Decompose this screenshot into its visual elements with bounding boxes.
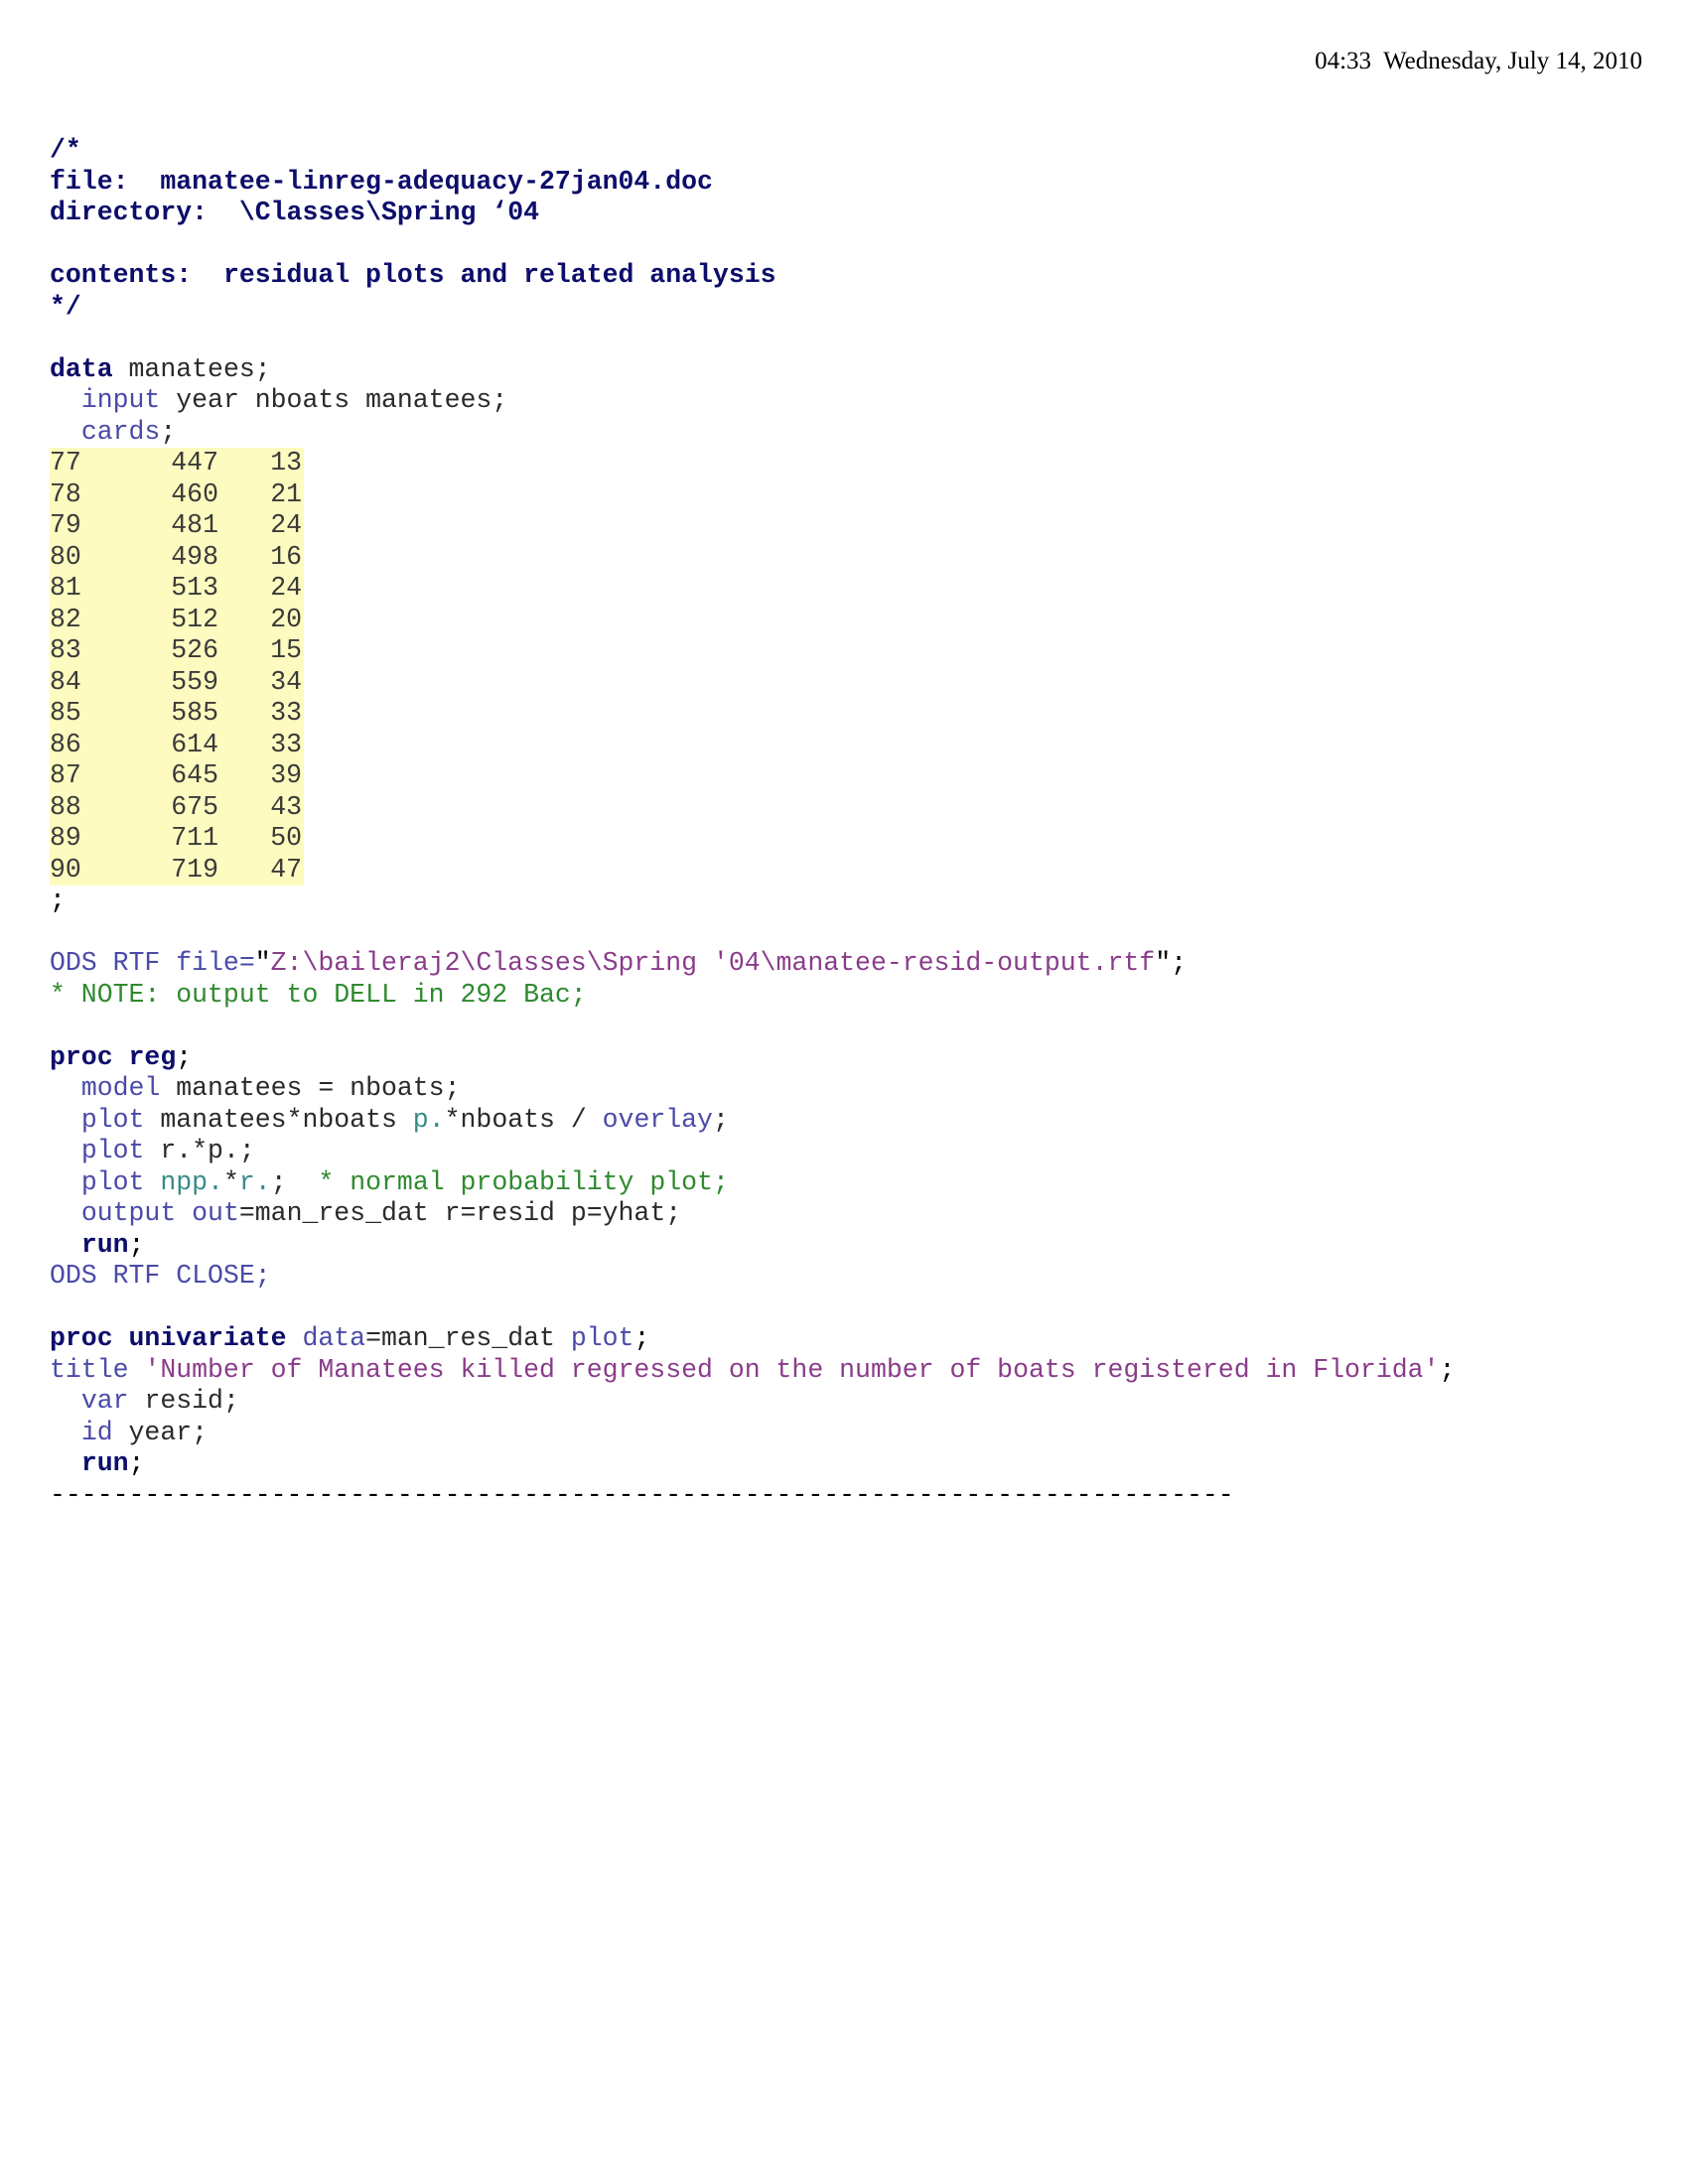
open-quote: " (254, 948, 271, 978)
year-value: 84 (50, 666, 81, 697)
manatees-value: 15 (270, 635, 302, 665)
blank-line (50, 1011, 1638, 1042)
kw-output: output (80, 1198, 177, 1228)
kw-proc-univariate: proc univariate (50, 1323, 287, 1353)
separator-line: --------------------------------------------------------------------------- (50, 1479, 1234, 1510)
year-value: 85 (50, 698, 81, 728)
file-label: file: (50, 166, 129, 197)
kw-id: id (80, 1417, 113, 1447)
manatees-value: 43 (270, 791, 302, 822)
id-statement (50, 1418, 1638, 1449)
data-row-highlight (50, 635, 304, 667)
data-row-highlight (50, 792, 304, 824)
data-row-highlight (50, 698, 304, 730)
sas-code-listing (50, 135, 1638, 1511)
file-line (50, 167, 1638, 199)
comment-close: */ (50, 291, 81, 322)
blank-line (50, 1293, 1638, 1324)
plot3-comment: * normal probability plot; (318, 1166, 729, 1197)
kw-cards: cards (80, 416, 161, 447)
contents-text: residual plots and related analysis (222, 260, 776, 290)
kw-overlay: overlay (602, 1104, 713, 1135)
year-value: 83 (50, 635, 81, 665)
ods-close-statement: ODS RTF CLOSE; (50, 1261, 271, 1291)
plot-statement-1 (50, 1105, 1638, 1137)
model-statement (50, 1073, 1638, 1105)
cards-semicolon: ; (160, 416, 177, 447)
data-lines (50, 448, 1638, 886)
data-line (50, 605, 1638, 636)
data-line (50, 730, 1638, 761)
data-row-highlight (50, 479, 304, 511)
proc-reg-statement (50, 1042, 1638, 1074)
data-line (50, 635, 1638, 667)
univariate-semicolon: ; (633, 1323, 650, 1353)
file-name: manatee-linreg-adequacy-27jan04.doc (160, 166, 713, 197)
ods-rtf-statement (50, 948, 1638, 980)
year-value: 77 (50, 448, 81, 478)
kw-title: title (50, 1354, 129, 1385)
model-expr: manatees = nboats; (176, 1073, 461, 1103)
blank-line (50, 229, 1638, 261)
data-row-highlight (50, 510, 304, 542)
run-semicolon: ; (128, 1448, 145, 1478)
nboats-value: 559 (171, 666, 218, 697)
manatees-value: 39 (270, 760, 302, 790)
data-line (50, 573, 1638, 605)
contents-line (50, 260, 1638, 292)
note-comment: * NOTE: output to DELL in 292 Bac; (50, 979, 587, 1010)
data-line (50, 792, 1638, 824)
year-value: 88 (50, 791, 81, 822)
manatees-value: 21 (270, 478, 302, 509)
dataset-name: manatees; (128, 353, 271, 384)
data-option-value: =man_res_dat (365, 1323, 555, 1353)
data-statement (50, 354, 1638, 386)
run-statement (50, 1230, 1638, 1262)
manatees-value: 16 (270, 541, 302, 572)
ods-path: Z:\baileraj2\Classes\Spring '04\manatee-resid-output.rtf (270, 948, 1156, 978)
nboats-value: 719 (171, 854, 218, 885)
page-timestamp: 04:33 Wednesday, July 14, 2010 (1315, 48, 1642, 74)
kw-run: run (80, 1229, 129, 1260)
kw-data-option: data (302, 1323, 366, 1353)
title-semicolon: ; (1439, 1354, 1456, 1385)
data-line (50, 667, 1638, 699)
year-value: 86 (50, 729, 81, 759)
proc-univariate-statement (50, 1323, 1638, 1355)
plot3-r: r. (238, 1166, 271, 1197)
nboats-value: 513 (171, 573, 218, 603)
nboats-value: 711 (171, 823, 218, 853)
output-options: =man_res_dat r=resid p=yhat; (238, 1198, 682, 1228)
data-line (50, 698, 1638, 730)
year-value: 89 (50, 823, 81, 853)
data-row-highlight (50, 760, 304, 792)
kw-data: data (50, 353, 113, 384)
data-line (50, 760, 1638, 792)
kw-plot: plot (80, 1104, 145, 1135)
nboats-value: 675 (171, 791, 218, 822)
year-value: 82 (50, 604, 81, 634)
data-line (50, 479, 1638, 511)
plot-statement-2 (50, 1136, 1638, 1167)
nboats-value: 498 (171, 541, 218, 572)
plot3-star: * (222, 1166, 239, 1197)
plot1-expr-a: manatees*nboats (160, 1104, 397, 1135)
title-string: 'Number of Manatees killed regressed on the number of boats registered in Florida' (144, 1354, 1440, 1385)
plot2-expr: r.*p.; (160, 1136, 255, 1165)
run-semicolon: ; (128, 1229, 145, 1260)
manatees-value: 34 (270, 666, 302, 697)
directory-label: directory: (50, 198, 209, 227)
kw-run: run (80, 1448, 129, 1478)
kw-plot: plot (80, 1166, 145, 1197)
close-quote: "; (1155, 948, 1187, 978)
year-value: 79 (50, 510, 81, 540)
directory-line (50, 198, 1638, 229)
data-row-highlight (50, 573, 304, 605)
data-row-highlight (50, 823, 304, 855)
plot-statement-3 (50, 1167, 1638, 1199)
data-row-highlight (50, 542, 304, 574)
plot1-expr-b: *nboats / (444, 1104, 587, 1135)
manatees-value: 33 (270, 698, 302, 728)
manatees-value: 24 (270, 510, 302, 540)
year-value: 87 (50, 760, 81, 790)
blank-line (50, 917, 1638, 949)
proc-reg-semicolon: ; (176, 1041, 193, 1072)
input-statement (50, 385, 1638, 417)
manatees-value: 24 (270, 573, 302, 603)
nboats-value: 447 (171, 448, 218, 478)
kw-plot: plot (80, 1136, 145, 1165)
kw-proc-reg: proc reg (50, 1041, 177, 1072)
comment-open: /* (50, 135, 81, 165)
plot3-semicolon: ; (270, 1166, 287, 1197)
directory-path: \Classes\Spring ‘04 (238, 198, 539, 227)
data-row-highlight (50, 855, 304, 887)
blank-line (50, 323, 1638, 354)
input-vars: year nboats manatees; (176, 385, 508, 415)
contents-label: contents: (50, 260, 193, 290)
kw-plot-option: plot (570, 1323, 634, 1353)
data-line (50, 855, 1638, 887)
year-value: 81 (50, 573, 81, 603)
nboats-value: 585 (171, 698, 218, 728)
kw-model: model (80, 1073, 161, 1103)
plot1-p: p. (412, 1104, 445, 1135)
data-line (50, 448, 1638, 479)
manatees-value: 50 (270, 823, 302, 853)
plot3-npp: npp. (160, 1166, 223, 1197)
nboats-value: 645 (171, 760, 218, 790)
manatees-value: 20 (270, 604, 302, 634)
data-line (50, 542, 1638, 574)
data-row-highlight (50, 667, 304, 699)
kw-var: var (80, 1386, 129, 1416)
data-line (50, 510, 1638, 542)
nboats-value: 614 (171, 729, 218, 759)
kw-input: input (80, 385, 161, 415)
nboats-value: 526 (171, 635, 218, 665)
year-value: 78 (50, 478, 81, 509)
data-terminator: ; (50, 886, 66, 915)
manatees-value: 33 (270, 729, 302, 759)
nboats-value: 460 (171, 478, 218, 509)
nboats-value: 512 (171, 604, 218, 634)
year-value: 90 (50, 854, 81, 885)
manatees-value: 47 (270, 854, 302, 885)
manatees-value: 13 (270, 448, 302, 478)
year-value: 80 (50, 541, 81, 572)
data-line (50, 823, 1638, 855)
run-statement (50, 1448, 1638, 1480)
kw-out: out (192, 1198, 239, 1228)
output-statement (50, 1198, 1638, 1230)
var-statement (50, 1386, 1638, 1418)
var-value: resid; (144, 1386, 239, 1416)
data-row-highlight (50, 730, 304, 761)
data-row-highlight (50, 448, 304, 479)
cards-statement (50, 417, 1638, 449)
title-statement (50, 1355, 1638, 1387)
plot1-semicolon: ; (712, 1104, 729, 1135)
id-value: year; (128, 1417, 209, 1447)
nboats-value: 481 (171, 510, 218, 540)
kw-ods-rtf-file: ODS RTF file= (50, 948, 255, 978)
data-row-highlight (50, 605, 304, 636)
